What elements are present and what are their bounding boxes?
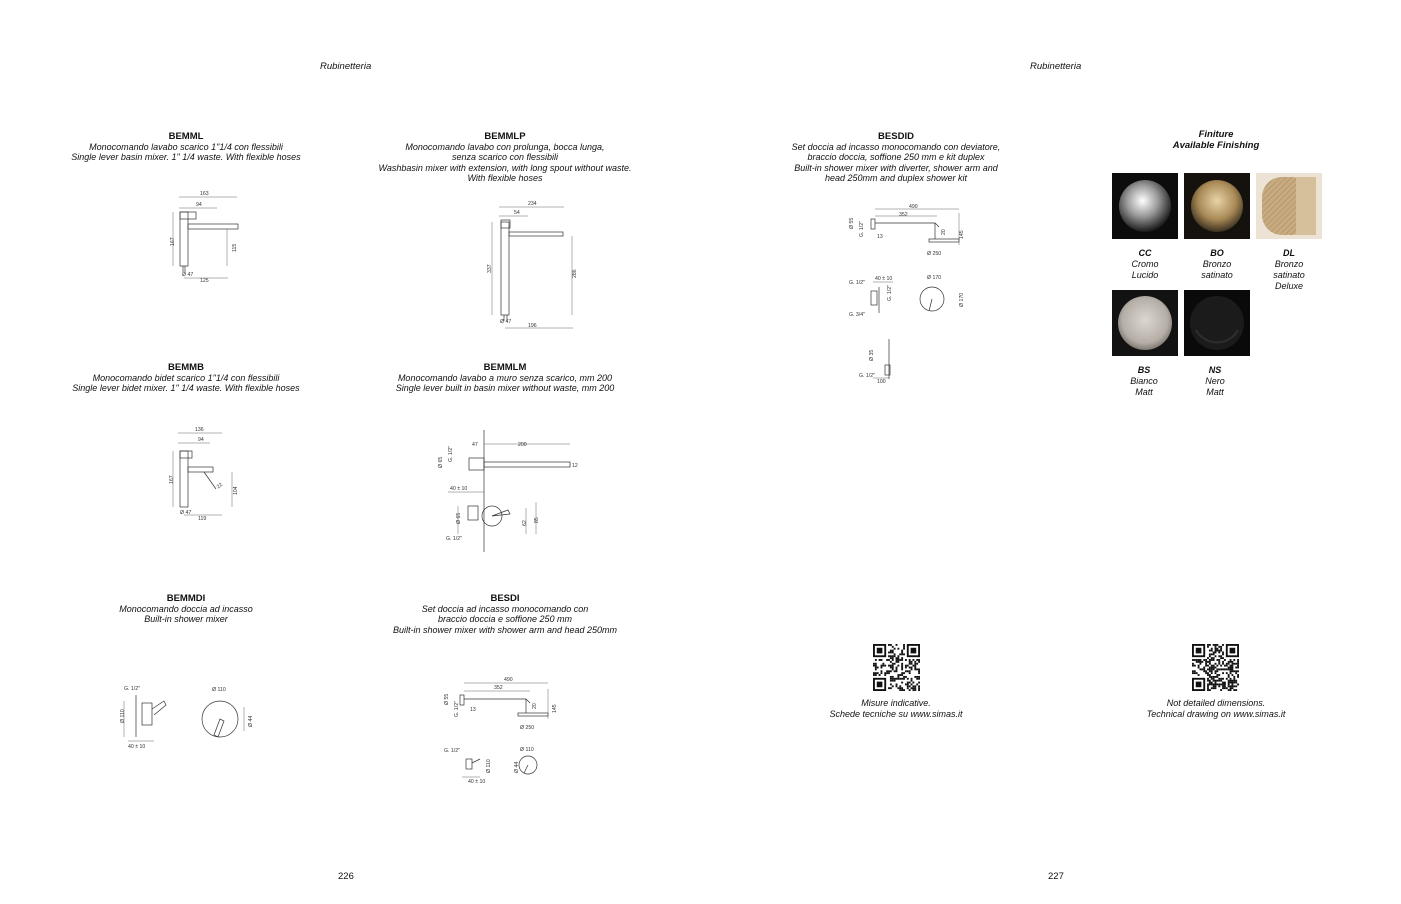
dim-label: 490 — [909, 204, 918, 210]
dim-label: 167 — [169, 475, 175, 484]
drawing-besdid — [843, 203, 973, 385]
product-code: BEMMLP — [484, 131, 526, 142]
dim-label: G. 1/2" — [887, 285, 893, 301]
dim-label: 125 — [200, 278, 209, 284]
finishes-title — [1086, 129, 1346, 151]
page-number: 227 — [1048, 871, 1064, 882]
product-code: BEMMDI — [166, 593, 206, 604]
dim-label: 40 ± 10 — [128, 744, 146, 750]
dim-label: 54 — [514, 210, 520, 216]
note-it — [786, 698, 1006, 720]
drawing-bemml — [160, 190, 250, 285]
product-bemmlm — [355, 362, 655, 394]
swatch-black-image — [1184, 290, 1250, 356]
dim-label: 167 — [170, 237, 176, 246]
dim-label: G. 1/2" — [444, 748, 460, 754]
note-link-text: Schede tecniche su www.simas.it — [829, 709, 963, 719]
swatch-deluxe-image — [1256, 173, 1322, 239]
page-header: Rubinetteria — [1030, 61, 1082, 72]
swatch-label-dl — [1249, 248, 1329, 292]
product-bemmlp — [355, 131, 655, 184]
drawing-bemmlp — [478, 198, 578, 333]
product-bemmdi — [36, 593, 336, 625]
dim-label: G. 1/2" — [859, 373, 875, 379]
drawing-bemmb — [160, 425, 250, 521]
dim-label: 163 — [200, 191, 209, 197]
product-description: Monocomando lavabo con prolunga, bocca lunga, senza scarico con flessibili Washbasin mixer with extension, with long spout without waste. With flexible hoses — [378, 142, 632, 184]
swatch-bronze-image — [1184, 173, 1250, 239]
product-description: Monocomando lavabo a muro senza scarico, mm 200 Single lever built in basin mixer without waste, mm 200 — [395, 373, 615, 394]
dim-label: 12 — [572, 463, 578, 469]
note-line: Misure indicative. — [861, 698, 931, 708]
dim-label: Ø 250 — [520, 725, 535, 731]
dim-label: Ø 110 — [120, 709, 126, 723]
dim-label: 40 ± 10 — [875, 276, 893, 282]
dim-label: 94 — [196, 202, 202, 208]
product-besdi — [355, 593, 655, 635]
dim-label: 13 — [877, 234, 883, 240]
dim-label: 62 — [522, 520, 528, 526]
finishes-title-en: Available Finishing — [1172, 140, 1260, 151]
dim-label: Ø 44 — [248, 715, 254, 727]
product-code: BEMMLM — [483, 362, 527, 373]
drawing-bemmlm — [430, 430, 585, 555]
swatch-name: Nero Matt — [1205, 376, 1225, 397]
drawing-bemmdi — [110, 683, 260, 755]
swatch-chrome-image — [1112, 173, 1178, 239]
dim-label: G. 1/2" — [448, 446, 454, 462]
dim-label: 40 ± 10 — [450, 486, 468, 492]
swatch-white-image — [1112, 290, 1178, 356]
swatch-label-bs — [1104, 365, 1184, 398]
right-page — [701, 0, 1401, 904]
dim-label: 85 — [534, 517, 540, 523]
dim-label: 490 — [504, 677, 513, 683]
dim-label: 13 — [470, 707, 476, 713]
dim-label: Ø 35 — [869, 349, 875, 361]
product-bemml — [36, 131, 336, 163]
dim-label: 352 — [494, 685, 503, 691]
dim-label: 196 — [528, 323, 537, 329]
dim-label: Ø 110 — [520, 747, 534, 753]
page-number: 226 — [338, 871, 354, 882]
swatch-code: DL — [1283, 248, 1295, 258]
product-description: Monocomando bidet scarico 1"1/4 con flessibili Single lever bidet mixer. 1" 1/4 waste. With flexible hoses — [72, 373, 300, 394]
dim-label: 20 — [532, 703, 538, 709]
note-line: Not detailed dimensions. — [1166, 698, 1266, 708]
dim-label: 20 — [941, 229, 947, 235]
product-besdid — [746, 131, 1046, 184]
dim-label: 234 — [528, 201, 537, 207]
dim-label: Ø 47 — [182, 272, 194, 278]
dim-label: Ø 55 — [849, 217, 855, 229]
dim-label: G. 1/2" — [124, 686, 140, 692]
product-code: BEMMB — [168, 362, 204, 373]
dim-label: 136 — [195, 427, 204, 433]
product-description: Set doccia ad incasso monocomando con deviatore, braccio doccia, soffione 250 mm e kit duplex Built-in shower mixer with diverter, shower arm and head 250mm and duplex shower kit — [791, 142, 1001, 184]
product-description: Set doccia ad incasso monocomando con braccio doccia e soffione 250 mm Built-in shower mixer with shower arm and head 250mm — [392, 604, 618, 635]
dim-label: Ø 170 — [927, 275, 942, 281]
dim-label: 94 — [198, 437, 204, 443]
swatch-name: Bianco Matt — [1130, 376, 1158, 397]
swatch-label-ns — [1175, 365, 1255, 398]
dim-label: 145 — [959, 230, 965, 239]
product-code: BESDI — [490, 593, 520, 604]
dim-label: 47 — [472, 442, 478, 448]
page-header: Rubinetteria — [320, 61, 372, 72]
dim-label: 337 — [487, 264, 493, 273]
dim-label: 119 — [198, 516, 207, 522]
dim-label: Ø 44 — [514, 761, 520, 773]
swatch-name: Cromo Lucido — [1131, 259, 1159, 280]
swatch-label-bo — [1177, 248, 1257, 281]
dim-label: G. 1/2" — [454, 701, 460, 717]
product-bemmb — [36, 362, 336, 394]
dim-label: G. 3/4" — [849, 312, 865, 318]
swatch-name: Bronzo satinato Deluxe — [1273, 259, 1305, 291]
swatch-code: BO — [1210, 248, 1224, 258]
dim-label: 22 — [215, 481, 225, 491]
dim-label: Ø 110 — [212, 687, 226, 693]
note-en — [1106, 698, 1326, 720]
swatch-name: Bronzo satinato — [1201, 259, 1233, 280]
dim-label: 352 — [899, 212, 908, 218]
qr-code-icon[interactable] — [873, 644, 920, 691]
dim-label: Ø 65 — [438, 456, 444, 468]
finishes-title-it: Finiture — [1198, 129, 1234, 140]
dim-label: G. 1/2" — [859, 221, 865, 237]
swatch-label-cc — [1105, 248, 1185, 281]
dim-label: 115 — [232, 243, 238, 252]
dim-label: 200 — [518, 442, 527, 448]
dim-label: Ø 170 — [959, 292, 965, 307]
dim-label: G. 1/2" — [446, 536, 462, 542]
product-description: Monocomando doccia ad incasso Built-in shower mixer — [119, 604, 253, 625]
dim-label: 286 — [572, 269, 578, 278]
dim-label: Ø 110 — [486, 759, 492, 773]
dim-label: 145 — [552, 704, 558, 713]
dim-label: 100 — [877, 379, 886, 385]
dim-label: Ø 250 — [927, 251, 942, 257]
product-code: BESDID — [878, 131, 914, 142]
dim-label: Ø 65 — [456, 512, 462, 524]
product-description: Monocomando lavabo scarico 1"1/4 con flessibili Single lever basin mixer. 1" 1/4 waste. With flexible hoses — [71, 142, 301, 163]
dim-label: Ø 55 — [444, 693, 450, 705]
dim-label: 104 — [233, 486, 239, 495]
swatch-code: CC — [1138, 248, 1152, 258]
product-code: BEMML — [168, 131, 204, 142]
dim-label: Ø 47 — [500, 319, 512, 325]
dim-label: G. 1/2" — [849, 280, 865, 286]
note-link-text: Technical drawing on www.simas.it — [1146, 709, 1286, 719]
dim-label: 40 ± 10 — [468, 779, 486, 785]
drawing-besdi — [436, 675, 566, 787]
swatch-code: NS — [1208, 365, 1222, 375]
swatch-code: BS — [1137, 365, 1151, 375]
qr-code-icon[interactable] — [1192, 644, 1239, 691]
dim-label: Ø 47 — [180, 510, 192, 516]
left-page — [0, 0, 700, 904]
